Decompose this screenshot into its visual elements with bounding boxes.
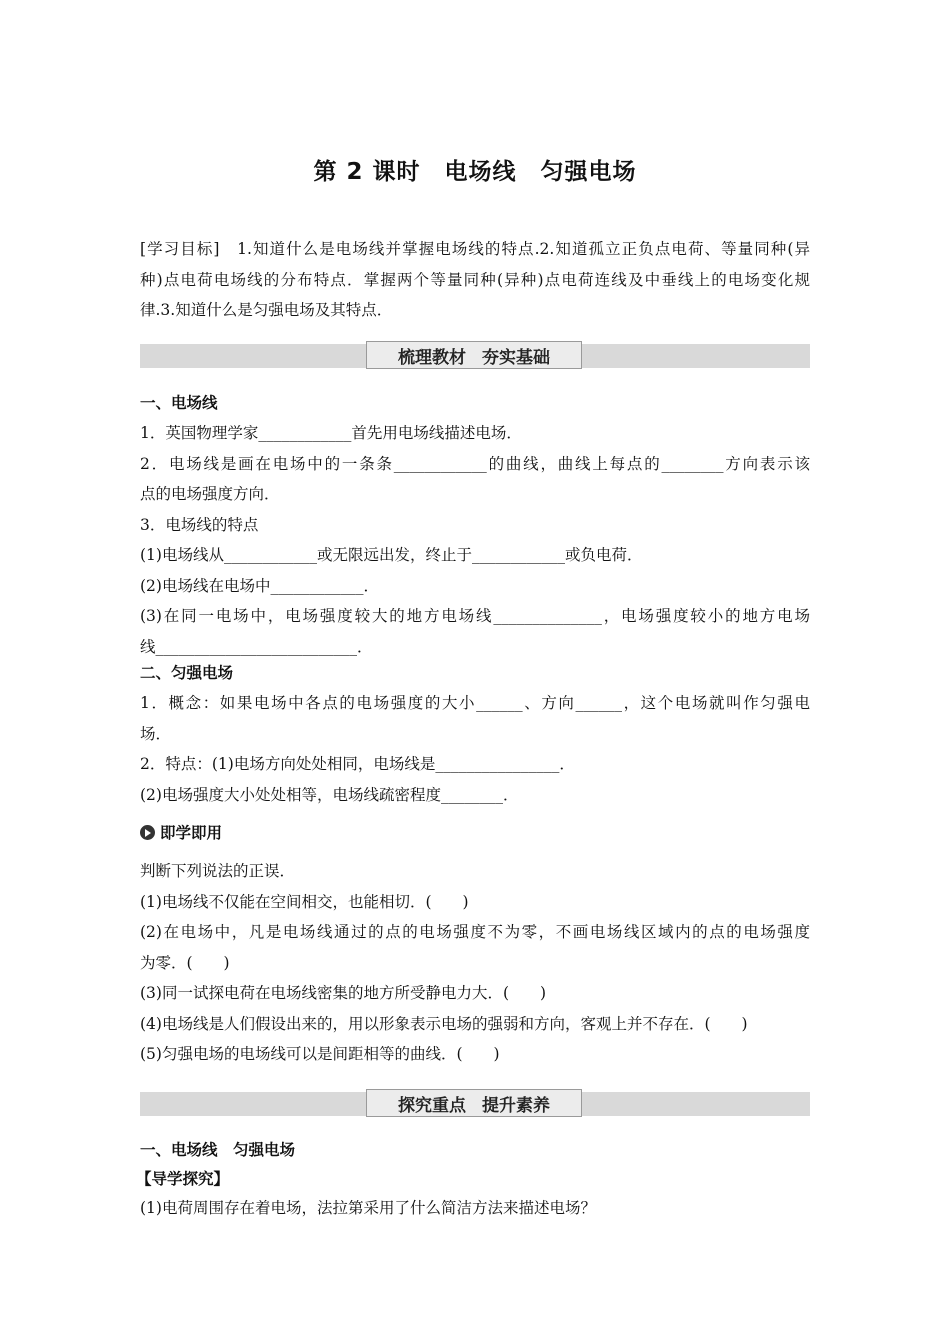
section-uniform-field (140, 658, 810, 810)
section-electric-field-lines (140, 388, 810, 662)
section-heading: 一、电场线 (140, 394, 218, 412)
content-line: (3)在同一电场中，电场强度较大的地方电场线______________，电场强度较小的地方电场 (140, 607, 810, 625)
content-line: 1．英国物理学家____________首先用电场线描述电场． (140, 424, 522, 442)
judgment-item: 为零．( ) (140, 953, 230, 972)
content-line: 线__________________________． (140, 637, 373, 656)
content-line: (2)电场线在电场中____________． (140, 576, 379, 595)
content-line: 3．电场线的特点 (140, 515, 259, 534)
banner-right-text: 夯实基础 (482, 347, 550, 368)
banner-label (366, 1089, 582, 1117)
content-line: (1)电场线从____________或无限远出发，终止于____________或负电荷． (140, 546, 643, 564)
page-title: 第 2 课时 电场线 匀强电场 (313, 159, 637, 185)
judgment-item: (4)电场线是人们假设出来的，用以形象表示电场的强弱和方向，客观上并不存在．( ) (140, 1014, 748, 1033)
content-line: 点的电场强度方向． (140, 485, 280, 503)
section-banner-basics (140, 344, 810, 368)
guided-inquiry-label: 【导学探究】 (136, 1170, 230, 1188)
section-heading: 二、匀强电场 (140, 664, 234, 682)
content-line: 场． (140, 724, 172, 743)
judgment-item: (5)匀强电场的电场线可以是间距相等的曲线．( ) (140, 1045, 500, 1063)
play-circle-icon (140, 825, 155, 840)
section-heading: 一、电场线 匀强电场 (140, 1141, 296, 1159)
banner-left-text: 梳理教材 (398, 347, 466, 368)
banner-right-text: 提升素养 (482, 1095, 550, 1116)
practice-heading-text: 即学即用 (160, 824, 223, 842)
content-line: 2．特点：(1)电场方向处处相同，电场线是________________． (140, 755, 575, 773)
judgment-item: (3)同一试探电荷在电场线密集的地方所受静电力大．( ) (140, 984, 547, 1002)
objective-line: 律.3.知道什么是匀强电场及其特点． (140, 301, 393, 319)
content-line: 2．电场线是画在电场中的一条条____________的曲线，曲线上每点的________方向表示该 (140, 454, 810, 473)
learning-objectives (140, 234, 810, 326)
content-line: (2)电场强度大小处处相等，电场线疏密程度________． (140, 785, 519, 804)
practice-section (140, 818, 810, 1070)
practice-heading (140, 818, 810, 848)
judgment-item: (2)在电场中，凡是电场线通过的点的电场强度不为零，不画电场线区域内的点的电场强度 (140, 923, 810, 941)
objective-line: 种)点电荷电场线的分布特点．掌握两个等量同种(异种)点电荷连线及中垂线上的电场变化规 (140, 270, 810, 289)
banner-label (366, 341, 582, 369)
banner-left-text: 探究重点 (398, 1095, 466, 1116)
objective-line: [学习目标] 1.知道什么是电场线并掌握电场线的特点.2.知道孤立正负点电荷、等量同种(异 (140, 240, 810, 258)
section-explore (136, 1135, 810, 1224)
section-banner-explore (140, 1092, 810, 1116)
judgment-item: (1)电场线不仅能在空间相交，也能相切．( ) (140, 892, 469, 911)
content-line: 1．概念：如果电场中各点的电场强度的大小______、方向______，这个电场就叫作匀强电 (140, 694, 810, 712)
practice-intro: 判断下列说法的正误． (140, 862, 296, 880)
inquiry-question: (1)电荷周围存在着电场，法拉第采用了什么简洁方法来描述电场？ (140, 1199, 596, 1217)
